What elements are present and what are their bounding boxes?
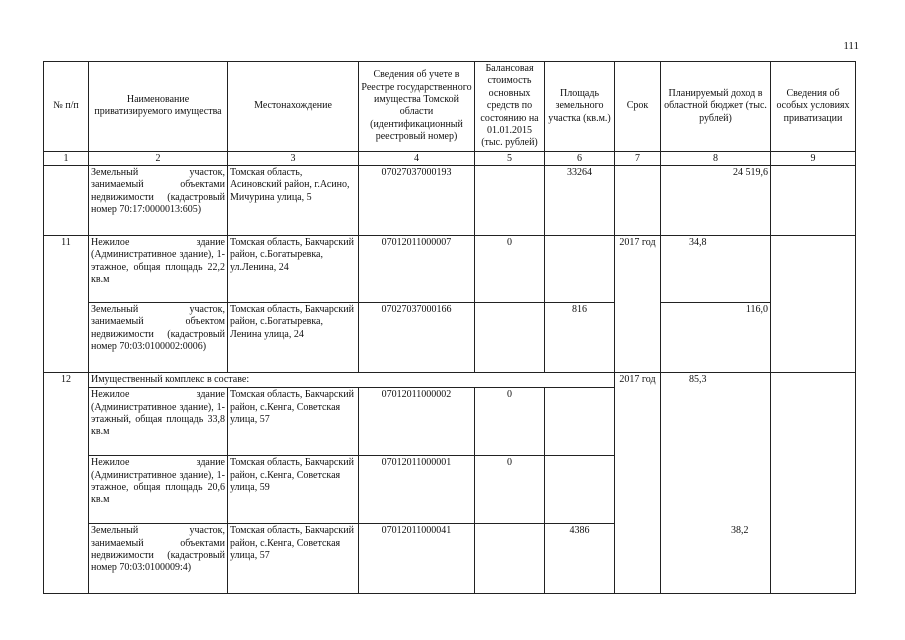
row-balance [475, 524, 545, 594]
row-num [44, 165, 89, 235]
column-number-row [44, 151, 856, 165]
row-income: 116,0 [661, 302, 771, 372]
row-balance: 0 [475, 456, 545, 524]
row-name: Нежилое здание (Административное здание), 1-этажное, общая площадь 22,2 кв.м [89, 235, 228, 302]
row-area [545, 388, 615, 456]
row-registry: 07012011000002 [359, 388, 475, 456]
row-balance: 0 [475, 388, 545, 456]
row-term [615, 165, 661, 235]
header-area: Площадь земельного участка (кв.м.) [545, 62, 615, 152]
row-conditions [771, 165, 856, 235]
row-registry: 07012011000007 [359, 235, 475, 302]
header-balance: Балансовая стоимость основных средств по состоянию на 01.01.2015 (тыс. рублей) [475, 62, 545, 152]
row-location: Томская область, Бакчарский район, с.Богатыревка, Ленина улица, 24 [228, 302, 359, 372]
row-term: 2017 год [615, 372, 661, 593]
column-number: 1 [44, 151, 89, 165]
row-location: Томская область, Бакчарский район, с.Богатыревка, ул.Ленина, 24 [228, 235, 359, 302]
column-number: 3 [228, 151, 359, 165]
column-number: 5 [475, 151, 545, 165]
column-number: 4 [359, 151, 475, 165]
header-row [44, 62, 856, 152]
row-area [545, 456, 615, 524]
row-location: Томская область, Асиновский район, г.Асино, Мичурина улица, 5 [228, 165, 359, 235]
header-conditions: Сведения об особых условиях приватизации [771, 62, 856, 152]
header-registry: Сведения об учете в Реестре государственного имущества Томской области (идентификационный реестровый номер) [359, 62, 475, 152]
header-income: Планируемый доход в областной бюджет (тыс. рублей) [661, 62, 771, 152]
table-row [44, 165, 856, 235]
row-location: Томская область, Бакчарский район, с.Кенга, Советская улица, 57 [228, 524, 359, 594]
row-area: 33264 [545, 165, 615, 235]
row-registry: 07027037000193 [359, 165, 475, 235]
income-land: 38,2 [731, 524, 749, 536]
table-row [44, 372, 856, 387]
page-number: 111 [843, 40, 859, 52]
table-row [44, 302, 856, 372]
row-location: Томская область, Бакчарский район, с.Кенга, Советская улица, 59 [228, 456, 359, 524]
privatization-table [43, 61, 856, 594]
header-name: Наименование приватизируемого имущества [89, 62, 228, 152]
row-income: 24 519,6 [661, 165, 771, 235]
header-location: Местонахождение [228, 62, 359, 152]
row-income [661, 372, 771, 593]
row-balance [475, 165, 545, 235]
row-registry: 07027037000166 [359, 302, 475, 372]
row-registry: 07012011000001 [359, 456, 475, 524]
row-name: Нежилое здание (Административное здание), 1-этажный, общая площадь 33,8 кв.м [89, 388, 228, 456]
header-num: № п/п [44, 62, 89, 152]
row-area: 4386 [545, 524, 615, 594]
column-number: 6 [545, 151, 615, 165]
row-income: 34,8 [661, 235, 771, 302]
row-conditions [771, 372, 856, 593]
income-top: 85,3 [689, 373, 707, 385]
row-num: 11 [44, 235, 89, 372]
row-name: Земельный участок, занимаемый объектами недвижимости (кадастровый номер 70:03:0100009:4) [89, 524, 228, 594]
column-number: 2 [89, 151, 228, 165]
row-registry: 07012011000041 [359, 524, 475, 594]
row-name: Нежилое здание (Административное здание), 1-этажное, общая площадь 20,6 кв.м [89, 456, 228, 524]
row-conditions [771, 235, 856, 372]
row-term: 2017 год [615, 235, 661, 372]
row-balance [475, 302, 545, 372]
row-num: 12 [44, 372, 89, 593]
table-row [44, 235, 856, 302]
row-area: 816 [545, 302, 615, 372]
header-term: Срок [615, 62, 661, 152]
row-complex-title: Имущественный комплекс в составе: [89, 372, 615, 387]
row-name: Земельный участок, занимаемый объектами недвижимости (кадастровый номер 70:17:0000013:605) [89, 165, 228, 235]
column-number: 9 [771, 151, 856, 165]
column-number: 8 [661, 151, 771, 165]
column-number: 7 [615, 151, 661, 165]
row-area [545, 235, 615, 302]
row-balance: 0 [475, 235, 545, 302]
row-name: Земельный участок, занимаемый объектом недвижимости (кадастровый номер 70:03:0100002:0006) [89, 302, 228, 372]
row-location: Томская область, Бакчарский район, с.Кенга, Советская улица, 57 [228, 388, 359, 456]
